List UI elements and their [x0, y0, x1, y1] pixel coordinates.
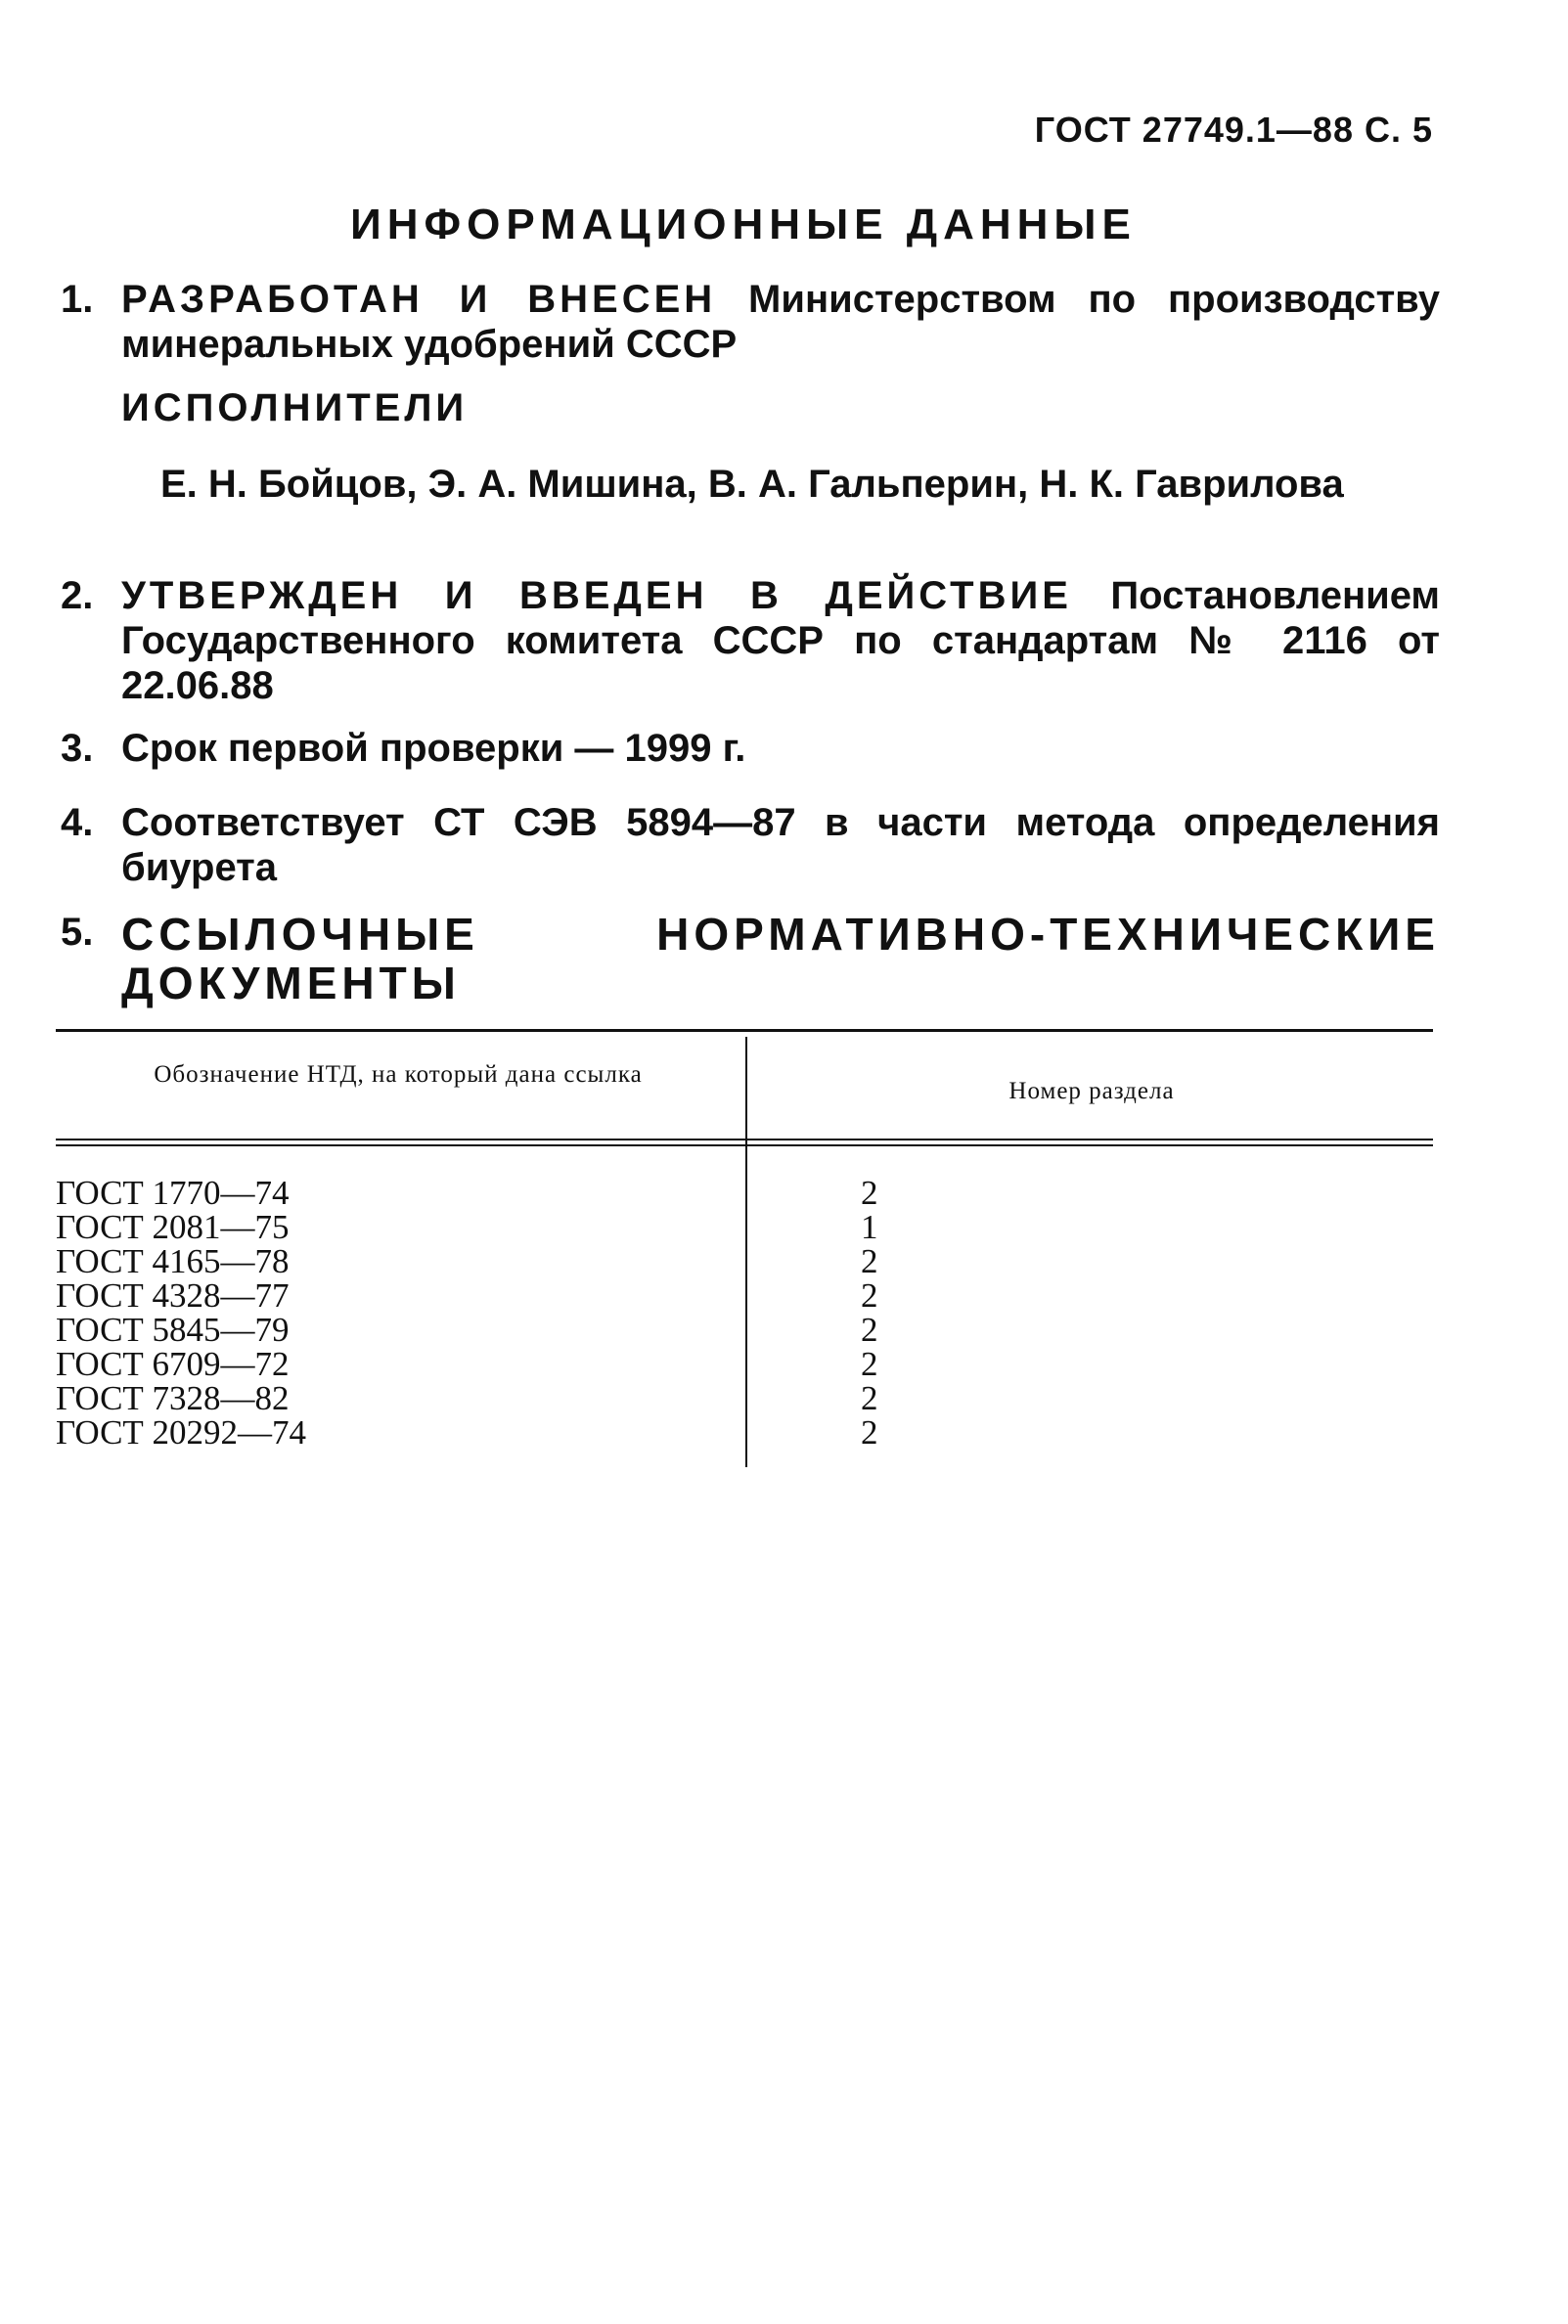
- item-number: 1.: [61, 278, 94, 321]
- header-designation: Обозначение НТД, на который дана ссылка: [154, 1061, 643, 1088]
- doc-designation: ГОСТ 4328—77: [56, 1276, 290, 1315]
- info-item-1: [61, 277, 1440, 367]
- reference-table: [56, 1029, 1433, 1459]
- section-number: 1: [861, 1208, 878, 1246]
- table-row: [56, 1278, 1433, 1313]
- document-header: ГОСТ 27749.1—88 С. 5: [1034, 110, 1433, 150]
- item-number: 4.: [61, 801, 94, 844]
- table-top-rule: [56, 1029, 1433, 1032]
- item-number: 2.: [61, 574, 94, 617]
- item-number: 5.: [61, 911, 94, 954]
- doc-designation: ГОСТ 5845—79: [56, 1311, 290, 1349]
- section-number: 2: [861, 1345, 878, 1383]
- item-text: Срок первой проверки — 1999 г.: [121, 727, 746, 770]
- item-caps-label: РАЗРАБОТАН И ВНЕСЕН: [121, 278, 717, 321]
- section-number: 2: [861, 1276, 878, 1315]
- table-row: [56, 1313, 1433, 1347]
- doc-designation: ГОСТ 20292—74: [56, 1413, 307, 1452]
- table-header-rule: [56, 1144, 1433, 1146]
- performers-heading: ИСПОЛНИТЕЛИ: [121, 386, 469, 429]
- table-row: [56, 1347, 1433, 1381]
- header-section-number: Номер раздела: [1008, 1078, 1175, 1104]
- section-title: ИНФОРМАЦИОННЫЕ ДАННЫЕ: [350, 201, 1137, 248]
- doc-designation: ГОСТ 6709—72: [56, 1345, 290, 1383]
- doc-designation: ГОСТ 2081—75: [56, 1208, 290, 1246]
- section-number: 2: [861, 1379, 878, 1417]
- item-caps-label: УТВЕРЖДЕН И ВВЕДЕН В ДЕЙСТВИЕ: [121, 574, 1072, 617]
- table-row: [56, 1210, 1433, 1244]
- section-number: 2: [861, 1413, 878, 1452]
- doc-designation: ГОСТ 1770—74: [56, 1174, 290, 1212]
- info-item-5: [61, 910, 1440, 1007]
- performers-names-text: Е. Н. Бойцов, Э. А. Мишина, В. А. Гальперин, Н. К. Гаврилова: [160, 463, 1344, 506]
- table-row: [56, 1415, 1433, 1450]
- info-item-3: [61, 726, 1440, 771]
- section-number: 2: [861, 1311, 878, 1349]
- item-text: Соответствует СТ СЭВ 5894—87 в части метода определения биурета: [121, 801, 1440, 889]
- section-number: 2: [861, 1242, 878, 1280]
- doc-designation: ГОСТ 4165—78: [56, 1242, 290, 1280]
- item-caps-label: ССЫЛОЧНЫЕ НОРМАТИВНО-ТЕХНИЧЕСКИЕ ДОКУМЕНТЫ: [121, 909, 1440, 1008]
- item-text: Министерством по производству минеральных удобрений СССР: [121, 278, 1440, 366]
- table-body: [56, 1176, 1433, 1450]
- section-number: 2: [861, 1174, 878, 1212]
- table-row: [56, 1381, 1433, 1415]
- doc-designation: ГОСТ 7328—82: [56, 1379, 290, 1417]
- performers-names: [121, 462, 1440, 507]
- table-header-rule: [56, 1139, 1433, 1140]
- item-number: 3.: [61, 727, 94, 770]
- item-text: Постановлением Государственного комитета СССР по стандартам № 2116 от 22.06.88: [121, 574, 1441, 707]
- info-item-2: [61, 573, 1440, 708]
- info-item-4: [61, 800, 1440, 890]
- table-row: [56, 1244, 1433, 1278]
- table-row: [56, 1176, 1433, 1210]
